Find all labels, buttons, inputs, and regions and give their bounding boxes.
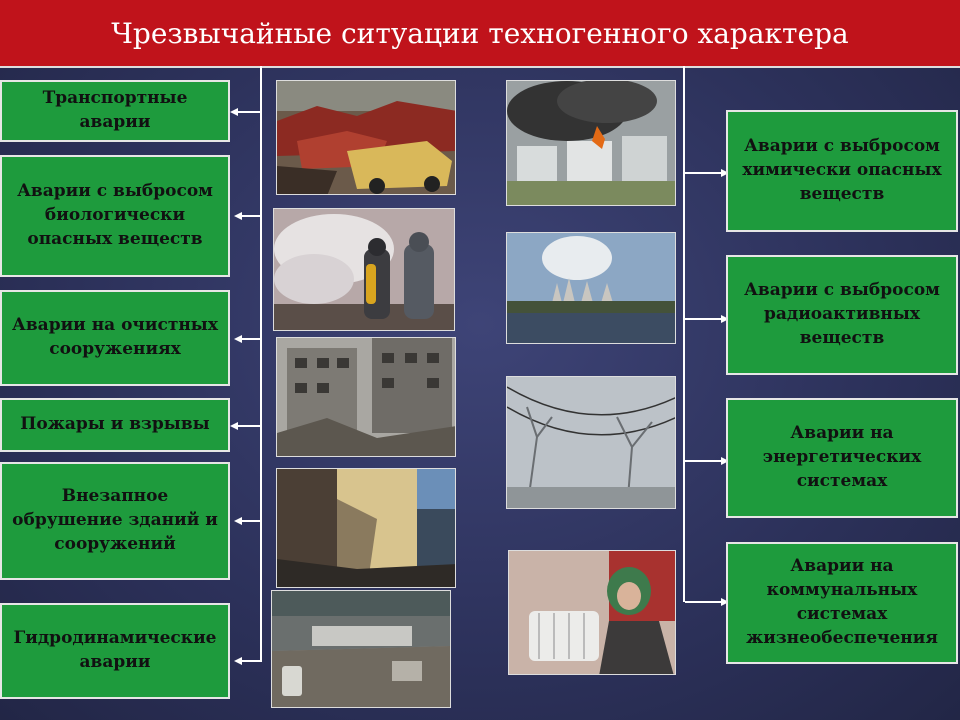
box-label: Гидродинамические аварии [13,628,217,672]
title-bar [0,0,960,68]
box-label: Аварии с выбросом радиоактивных веществ [744,280,940,348]
arrow-treatment [234,335,242,343]
connector-collapse [240,520,260,522]
box-treatment-facilities [0,290,230,386]
left-connector-line [260,66,262,662]
connector-bio [240,215,260,217]
nuclear-plant-photo [506,232,676,344]
arrow-hydro [234,657,242,665]
connector-fires [236,425,260,427]
box-label: Аварии на очистных сооружениях [12,315,218,359]
box-radioactive-release [726,255,958,375]
hazmat-workers-photo [273,208,455,331]
car-wreck-photo [276,80,456,195]
arrow-bio [234,212,242,220]
arrow-collapse [234,517,242,525]
box-hydrodynamic [0,603,230,699]
box-fires-explosions [0,398,230,452]
ice-power-lines-photo [506,376,676,509]
box-label: Пожары и взрывы [20,414,210,435]
oil-tank-fire-photo [506,80,676,206]
box-label: Транспортные аварии [42,88,188,132]
cold-apartment-photo [508,550,676,675]
box-label: Внезапное обрушение зданий и сооружений [12,486,218,554]
box-label: Аварии на энергетических системах [762,423,922,491]
dam-disaster-photo [271,590,451,708]
box-label: Аварии на коммунальных системах жизнеобеспечения [746,556,938,648]
page-title: Чрезвычайные ситуации техногенного характера [111,16,849,50]
box-label: Аварии с выбросом химически опасных веществ [742,136,942,204]
connector-hydro [240,660,260,662]
connector-energy [685,460,721,462]
box-energy-systems [726,398,958,518]
ruined-building-photo [276,337,456,457]
box-building-collapse [0,462,230,580]
connector-transport [236,111,260,113]
connector-chem [685,172,721,174]
connector-utility [685,601,721,603]
connector-radio [685,318,721,320]
box-bio-hazard [0,155,230,277]
box-label: Аварии с выбросом биологически опасных веществ [17,181,213,249]
box-utility-systems [726,542,958,664]
collapsed-building-photo [276,468,456,588]
arrow-transport [230,108,238,116]
connector-treatment [240,338,260,340]
box-chemical-release [726,110,958,232]
right-connector-line [683,66,685,602]
box-transport-accidents [0,80,230,142]
arrow-fires [230,422,238,430]
